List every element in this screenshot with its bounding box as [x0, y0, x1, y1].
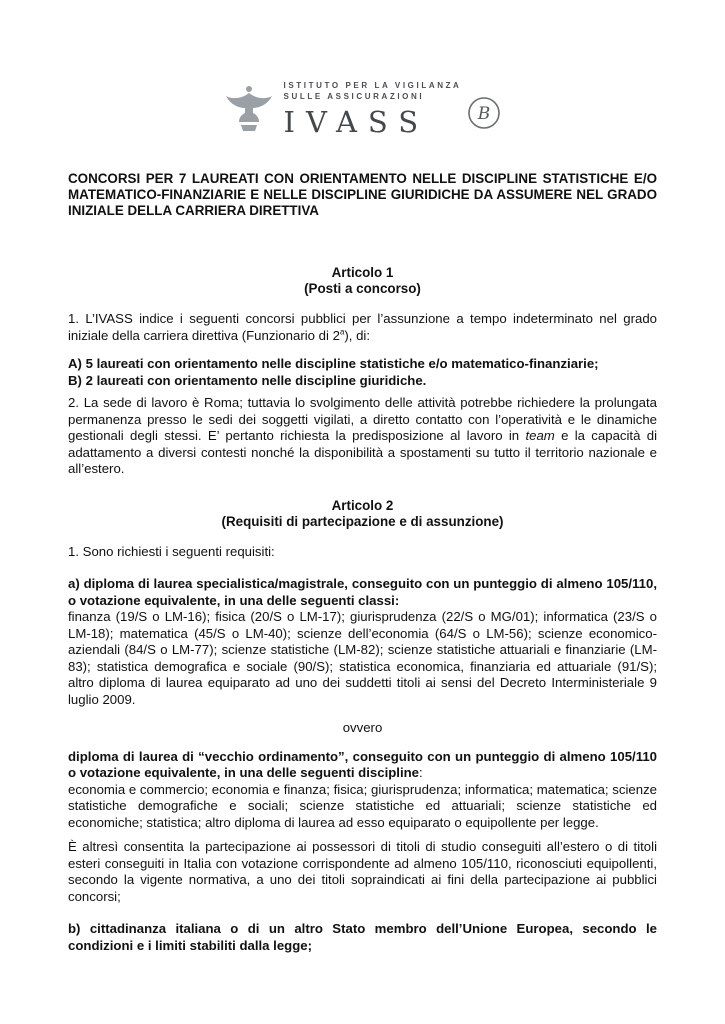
ivass-acronym: IVASS [283, 105, 430, 139]
italic-word: team [525, 428, 555, 443]
requirement-b-lead [68, 749, 657, 782]
paragraph-text: ), di: [344, 327, 370, 343]
requirement-a-lead: a) diploma di laurea specialistica/magistrale, conseguito con un punteggio di almeno 105/110, o votazione equivalente, in una delle seguenti classi: [68, 576, 657, 608]
ordinal-superscript: a [339, 327, 345, 337]
svg-text:B: B [478, 104, 491, 124]
ovvero-separator: ovvero [342, 720, 383, 735]
article1-item-a: A) 5 laureati con orientamento nelle discipline statistiche e/o matematico-finanziarie; [68, 356, 599, 371]
article1-subheading: (Posti a concorso) [304, 281, 421, 296]
paragraph-text: 2. La sede di lavoro è Roma; tuttavia lo svolgimento delle attività potrebbe richiedere la prolungata permanenza presso le sedi dei soggetti vigilati, a diretto contatto con l’operatività e le dinamiche gestionali degli stessi. E’ pertanto richiesta la predisposizione al lavoro in [68, 395, 657, 443]
foreign-titles-paragraph: È altresì consentita la partecipazione ai possessori di titoli di studio conseguiti all’estero o di titoli esteri conseguiti in Italia con votazione corrispondente ad almeno 105/110, riconosciuti equipollenti, secondo la vigente normativa, a uno dei titoli sopraindicati ai fini della partecipazione ai pubblici concorsi; [68, 839, 657, 904]
requirement-c: b) cittadinanza italiana o di un altro Stato membro dell’Unione Europea, secondo le condizioni e i limiti stabiliti dalla legge; [68, 921, 657, 953]
document-title: CONCORSI PER 7 LAUREATI CON ORIENTAMENTO NELLE DISCIPLINE STATISTICHE E/O MATEMATICO-FINANZIARIE E NELLE DISCIPLINE GIURIDICHE DA ASSUMERE NEL GRADO INIZIALE DELLA CARRIERA DIRETTIVA [68, 171, 657, 218]
paragraph-text: e la capacità di adattamento a diversi contesti nonché la disponibilità a spostamenti su tutto il territorio nazionale e all’estero. [68, 428, 658, 476]
article1-heading: Articolo 1 [331, 265, 394, 280]
bank-seal-icon [467, 96, 501, 135]
logo-text [284, 80, 462, 140]
article2-heading: Articolo 2 [331, 497, 394, 513]
article1-paragraph-2 [68, 395, 657, 478]
document-body [68, 171, 657, 954]
requirement-a-body: finanza (19/S o LM-16); fisica (20/S o LM-17); giurisprudenza (22/S o MG/01); informatica (23/S o LM-18); matematica (45/S o LM-40); scienze dell’economia (64/S o LM-56); scienze economico-aziendali (84/S o LM-77); scienze statistiche (LM-82); scienze statistiche attuariali e finanziarie (LM-83); statistica demografica e sociale (90/S); statistica economica, finanziaria ed attuariale (91/S); altro diploma di laurea equiparato ad uno dei suddetti titoli ai sensi del Decreto Interministeriale 9 luglio 2009. [68, 609, 657, 707]
eagle-emblem-icon [224, 82, 274, 141]
paragraph-text: : [419, 765, 423, 780]
article1-item-b: B) 2 laureati con orientamento nelle discipline giuridiche. [68, 372, 427, 388]
article2-intro: 1. Sono richiesti i seguenti requisiti: [68, 543, 275, 559]
article2-subheading: (Requisiti di partecipazione e di assunzione) [221, 513, 504, 529]
paragraph-text: diploma di laurea di “vecchio ordinamento”, conseguito con un punteggio di almeno 105/110 o votazione equivalente, in una delle seguenti discipline [68, 748, 657, 780]
ivass-logo [68, 80, 657, 141]
institute-name-line2: SULLE ASSICURAZIONI [283, 92, 425, 101]
article1-paragraph-1 [68, 311, 657, 344]
paragraph-text: 1. L’IVASS indice i seguenti concorsi pubblici per l’assunzione a tempo indeterminato nel grado iniziale della carriera direttiva (Funzionario di 2 [68, 311, 657, 343]
institute-name-line1: ISTITUTO PER LA VIGILANZA [283, 81, 462, 90]
requirement-b-body: economia e commercio; economia e finanza; fisica; giurisprudenza; informatica; matematica; scienze statistiche demografiche e sociali; scienze statistiche ed attuariali; scienze statistiche ed economiche; statistica; altro diploma di laurea ad esso equiparato o equipollente per legge. [68, 781, 657, 830]
